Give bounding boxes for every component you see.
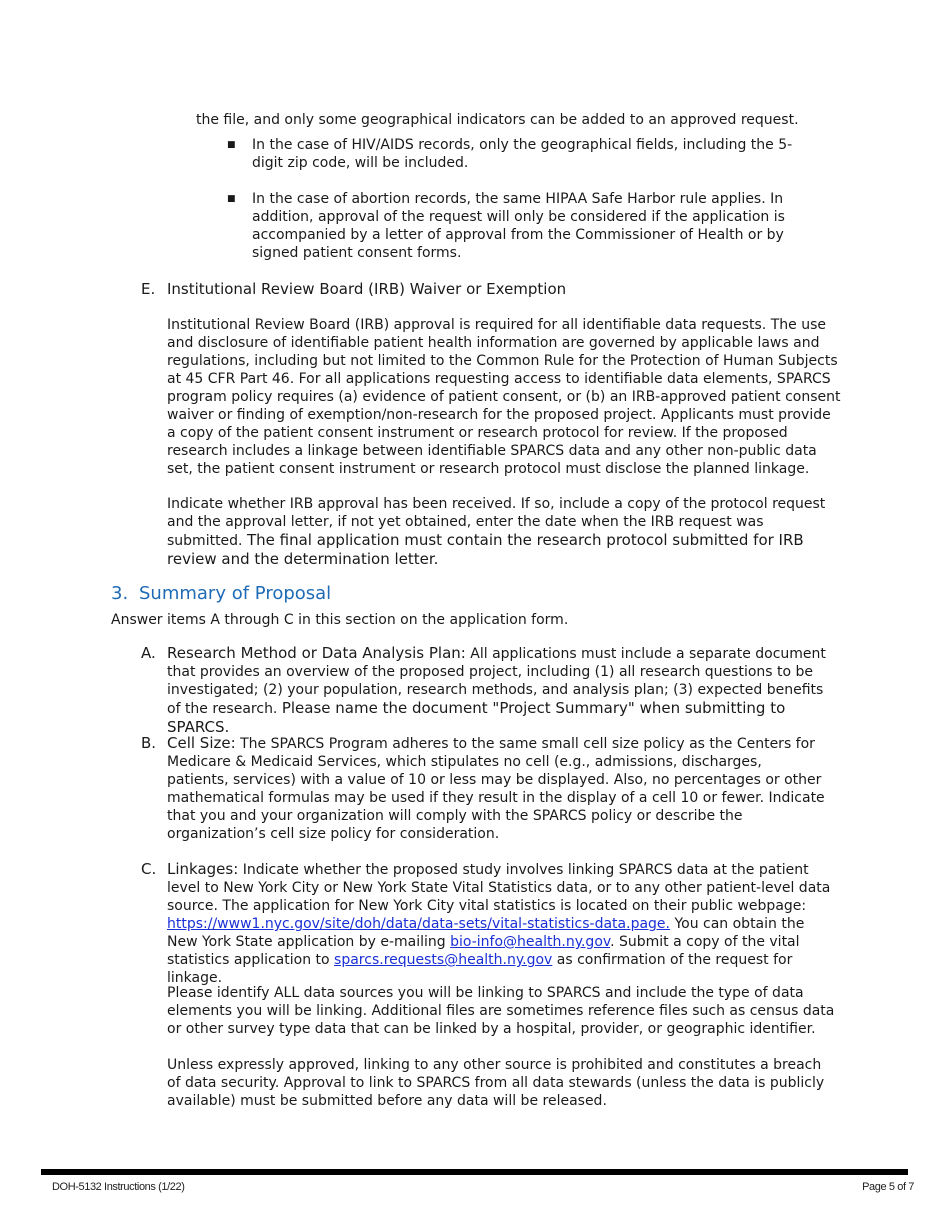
section-e-letter: E. [141,280,156,298]
item-c-label: Linkages: [167,860,239,878]
footer-rule [41,1169,908,1175]
nyc-vital-statistics-link[interactable]: https://www1.nyc.gov/site/doh/data/data-sets/vital-statistics-data.page. [167,916,670,932]
item-a-naming-note: Please name the document "Project Summary" when submitting to SPARCS. [167,699,786,736]
item-a-text: All applications must include a separate document that provides an overview of the proposed project, including (1) all research questions to be investigated; (2) your population, research methods, and analysis plan; (3) expected benefits of the research. [167,646,826,717]
item-c-text-4: as confirmation of the request for linkage. [167,952,793,986]
section-3-intro: Answer items A through C in this section on the application form. [111,612,569,628]
irb-final-application-note: The final application must contain the research protocol submitted for IRB review and the determination letter. [167,531,804,568]
item-c-prohibition-paragraph: Unless expressly approved, linking to any other source is prohibited and constitutes a breach of data security. Approval to link to SPARCS from all data stewards (unless the data is publicly available) must be submitted before any data will be released. [167,1057,825,1109]
item-c-paragraph [167,860,831,987]
item-c-text-3: . Submit a copy of the vital statistics application to [167,934,800,968]
item-c-text-2: You can obtain the New York State application by e-mailing [167,916,805,950]
section-3-number: 3. [111,583,129,604]
bullet-square-icon: ■ [227,194,236,204]
item-b-letter: B. [141,734,157,752]
irb-paragraph: Institutional Review Board (IRB) approval is required for all identifiable data requests. The use and disclosure of identifiable patient health information are governed by applicable laws and regulations, including but not limited to the Common Rule for the Protection of Human Subjects at 45 CFR Part 46. For all applications requesting access to identifiable data elements, SPARCS program policy requires (a) evidence of patient consent, or (b) an IRB-approved patient consent waiver or finding of exemption/non-research for the proposed project. Applicants must provide a copy of the patient consent instrument or research protocol for review. If the proposed research includes a linkage between identifiable SPARCS data and any other non-public data set, the patient consent instrument or research protocol must disclose the planned linkage. [167,317,841,477]
item-c-text-1: Indicate whether the proposed study involves linking SPARCS data at the patient level to New York City or New York State Vital Statistics data, or to any other patient-level data source. The application for New York City vital statistics is located on their public webpage: [167,862,831,914]
item-b-label: Cell Size: [167,734,236,752]
section-3-title: Summary of Proposal [139,583,332,604]
footer-form-id: DOH-5132 Instructions (1/22) [52,1181,185,1193]
irb-indicate-paragraph [167,495,835,569]
item-c-data-sources-paragraph: Please identify ALL data sources you will be linking to SPARCS and include the type of data elements you will be linking. Additional files are sometimes reference files such as census data or other survey type data that can be linked by a hospital, provider, or geographic identifier. [167,985,835,1037]
section-e-heading: Institutional Review Board (IRB) Waiver or Exemption [167,280,567,298]
bullet-item-abortion: In the case of abortion records, the same HIPAA Safe Harbor rule applies. In addition, approval of the request will only be considered if the application is accompanied by a letter of approval from the Commissioner of Health or by signed patient consent forms. [252,191,785,261]
item-a-paragraph [167,644,835,737]
bio-info-email-link[interactable]: bio-info@health.ny.gov [450,934,611,950]
item-a-letter: A. [141,644,156,662]
item-b-text: The SPARCS Program adheres to the same small cell size policy as the Centers for Medicare & Medicaid Services, which stipulates no cell (e.g., admissions, discharges, patients, services) with a value of 10 or less may be displayed. Also, no percentages or other mathematical formulas may be used if they result in the display of a cell 10 or fewer. Indicate that you and your organization will comply with the SPARCS policy or describe the organization’s cell size policy for consideration. [167,736,825,842]
footer-page-number: Page 5 of 7 [862,1181,914,1193]
sparcs-requests-email-link[interactable]: sparcs.requests@health.ny.gov [334,952,553,968]
item-b-paragraph [167,734,827,843]
item-c-letter: C. [141,860,157,878]
section-3-heading [111,583,331,605]
bullet-item-hiv: In the case of HIV/AIDS records, only the geographical fields, including the 5-digit zip code, will be included. [252,137,793,171]
bullet-square-icon: ■ [227,140,236,150]
item-a-label: Research Method or Data Analysis Plan: [167,644,466,662]
irb-indicate-text: Indicate whether IRB approval has been received. If so, include a copy of the protocol request and the approval letter, if not yet obtained, enter the date when the IRB request was submitted. [167,496,826,549]
continuation-line: the file, and only some geographical indicators can be added to an approved request. [196,112,799,128]
